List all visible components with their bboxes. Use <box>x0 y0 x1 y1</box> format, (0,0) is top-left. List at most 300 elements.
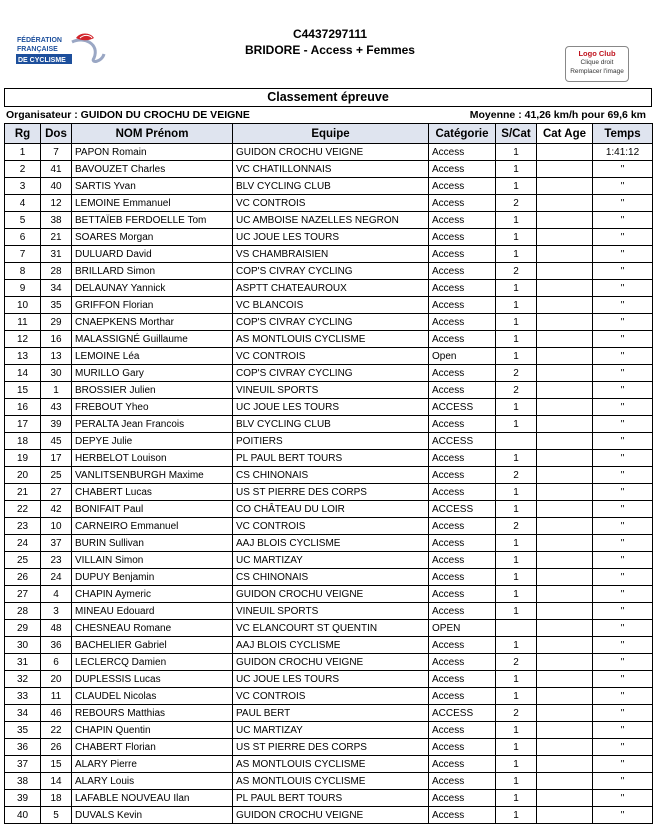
cell-rank: 26 <box>5 569 41 586</box>
table-row <box>5 263 653 280</box>
cell-team: VC CONTROIS <box>233 518 429 535</box>
cell-bib: 21 <box>41 229 72 246</box>
cell-subcategory: 1 <box>496 552 537 569</box>
cell-cat-age <box>537 229 593 246</box>
cell-team: BLV CYCLING CLUB <box>233 178 429 195</box>
cell-team: VINEUIL SPORTS <box>233 603 429 620</box>
cell-bib: 6 <box>41 654 72 671</box>
cell-bib: 40 <box>41 178 72 195</box>
cell-rider-name: CHAPIN Aymeric <box>72 586 233 603</box>
cell-category: Access <box>429 773 496 790</box>
cell-time: 1:41:12 <box>593 144 653 161</box>
cell-team: COP'S CIVRAY CYCLING <box>233 263 429 280</box>
cell-time: " <box>593 518 653 535</box>
cell-category: Access <box>429 161 496 178</box>
cell-category: Access <box>429 603 496 620</box>
cell-bib: 14 <box>41 773 72 790</box>
cell-rider-name: BONIFAIT Paul <box>72 501 233 518</box>
cell-bib: 25 <box>41 467 72 484</box>
cell-time: " <box>593 586 653 603</box>
organizer-line <box>6 108 646 122</box>
cell-bib: 22 <box>41 722 72 739</box>
cell-category: Access <box>429 569 496 586</box>
cell-rider-name: HERBELOT Louison <box>72 450 233 467</box>
table-row <box>5 416 653 433</box>
cell-subcategory: 1 <box>496 178 537 195</box>
cell-rank: 18 <box>5 433 41 450</box>
cell-time: " <box>593 399 653 416</box>
cell-rank: 29 <box>5 620 41 637</box>
table-row <box>5 688 653 705</box>
cell-category: Access <box>429 756 496 773</box>
cell-rank: 11 <box>5 314 41 331</box>
table-row <box>5 246 653 263</box>
cell-category: Access <box>429 807 496 824</box>
cell-rank: 38 <box>5 773 41 790</box>
cell-rider-name: LEMOINE Emmanuel <box>72 195 233 212</box>
cell-rider-name: BURIN Sullivan <box>72 535 233 552</box>
table-row <box>5 756 653 773</box>
cell-category: Access <box>429 654 496 671</box>
cell-bib: 36 <box>41 637 72 654</box>
cell-cat-age <box>537 161 593 178</box>
cell-category: Access <box>429 450 496 467</box>
cell-subcategory <box>496 433 537 450</box>
cell-subcategory: 1 <box>496 807 537 824</box>
cell-subcategory: 2 <box>496 263 537 280</box>
cell-subcategory: 1 <box>496 297 537 314</box>
club-logo-title: Logo Club <box>578 49 616 58</box>
cell-rank: 4 <box>5 195 41 212</box>
cell-time: " <box>593 807 653 824</box>
cell-team: US ST PIERRE DES CORPS <box>233 739 429 756</box>
cell-time: " <box>593 739 653 756</box>
cell-bib: 15 <box>41 756 72 773</box>
cell-rider-name: CHESNEAU Romane <box>72 620 233 637</box>
cell-subcategory: 2 <box>496 195 537 212</box>
table-row <box>5 280 653 297</box>
cell-rank: 6 <box>5 229 41 246</box>
cell-rider-name: SOARES Morgan <box>72 229 233 246</box>
cell-team: AS MONTLOUIS CYCLISME <box>233 331 429 348</box>
cell-category: Access <box>429 263 496 280</box>
club-logo-placeholder[interactable] <box>565 46 629 82</box>
cell-bib: 43 <box>41 399 72 416</box>
cell-category: Open <box>429 348 496 365</box>
cell-category: OPEN <box>429 620 496 637</box>
cell-subcategory <box>496 620 537 637</box>
cell-team: GUIDON CROCHU VEIGNE <box>233 654 429 671</box>
cell-cat-age <box>537 416 593 433</box>
cell-category: Access <box>429 467 496 484</box>
table-header-row <box>5 124 653 144</box>
cell-bib: 1 <box>41 382 72 399</box>
cell-subcategory: 2 <box>496 654 537 671</box>
table-row <box>5 603 653 620</box>
cell-cat-age <box>537 314 593 331</box>
cell-bib: 38 <box>41 212 72 229</box>
table-row <box>5 348 653 365</box>
cell-time: " <box>593 552 653 569</box>
cell-rank: 34 <box>5 705 41 722</box>
cell-subcategory: 1 <box>496 450 537 467</box>
cell-rank: 10 <box>5 297 41 314</box>
cell-rider-name: BETTAÏEB FERDOELLE Tom <box>72 212 233 229</box>
cell-team: VC CHATILLONNAIS <box>233 161 429 178</box>
cell-rank: 20 <box>5 467 41 484</box>
col-header-category: Catégorie <box>429 124 496 144</box>
cell-rank: 32 <box>5 671 41 688</box>
col-header-dos: Dos <box>41 124 72 144</box>
table-row <box>5 144 653 161</box>
cell-subcategory: 1 <box>496 637 537 654</box>
cell-rank: 2 <box>5 161 41 178</box>
cell-rank: 21 <box>5 484 41 501</box>
cell-subcategory: 1 <box>496 688 537 705</box>
cell-rank: 1 <box>5 144 41 161</box>
cell-category: ACCESS <box>429 501 496 518</box>
cell-subcategory: 1 <box>496 484 537 501</box>
table-row <box>5 569 653 586</box>
cell-team: UC MARTIZAY <box>233 722 429 739</box>
cell-rider-name: DELAUNAY Yannick <box>72 280 233 297</box>
results-table <box>4 123 653 824</box>
cell-rider-name: VANLITSENBURGH Maxime <box>72 467 233 484</box>
cell-time: " <box>593 637 653 654</box>
cell-category: Access <box>429 331 496 348</box>
cell-rider-name: BAVOUZET Charles <box>72 161 233 178</box>
cell-category: Access <box>429 229 496 246</box>
cell-team: UC AMBOISE NAZELLES NEGRON <box>233 212 429 229</box>
cell-category: ACCESS <box>429 705 496 722</box>
col-header-team: Equipe <box>233 124 429 144</box>
cell-subcategory: 1 <box>496 416 537 433</box>
cell-category: Access <box>429 552 496 569</box>
ffc-logo-icon <box>14 28 106 70</box>
ffc-line-1: FÉDÉRATION <box>17 37 62 44</box>
cell-subcategory: 1 <box>496 229 537 246</box>
cell-team: AS MONTLOUIS CYCLISME <box>233 773 429 790</box>
table-row <box>5 297 653 314</box>
cell-rider-name: MINEAU Edouard <box>72 603 233 620</box>
cell-rider-name: MURILLO Gary <box>72 365 233 382</box>
cell-cat-age <box>537 348 593 365</box>
cell-rank: 5 <box>5 212 41 229</box>
cell-rider-name: DEPYE Julie <box>72 433 233 450</box>
cell-cat-age <box>537 212 593 229</box>
cell-bib: 48 <box>41 620 72 637</box>
table-row <box>5 433 653 450</box>
cell-rank: 15 <box>5 382 41 399</box>
cell-rider-name: PAPON Romain <box>72 144 233 161</box>
cell-cat-age <box>537 399 593 416</box>
cell-cat-age <box>537 467 593 484</box>
cell-bib: 20 <box>41 671 72 688</box>
cell-rank: 31 <box>5 654 41 671</box>
cell-category: Access <box>429 671 496 688</box>
cell-team: CS CHINONAIS <box>233 569 429 586</box>
table-row <box>5 722 653 739</box>
cell-time: " <box>593 195 653 212</box>
cell-rider-name: CHABERT Lucas <box>72 484 233 501</box>
cell-time: " <box>593 212 653 229</box>
cell-rider-name: CLAUDEL Nicolas <box>72 688 233 705</box>
cell-cat-age <box>537 246 593 263</box>
cell-cat-age <box>537 365 593 382</box>
table-row <box>5 620 653 637</box>
cell-rider-name: ALARY Pierre <box>72 756 233 773</box>
cell-rank: 17 <box>5 416 41 433</box>
cell-bib: 41 <box>41 161 72 178</box>
cell-time: " <box>593 229 653 246</box>
cell-subcategory: 2 <box>496 382 537 399</box>
cell-rider-name: CNAEPKENS Morthar <box>72 314 233 331</box>
cell-bib: 31 <box>41 246 72 263</box>
cell-bib: 7 <box>41 144 72 161</box>
cell-cat-age <box>537 722 593 739</box>
cell-cat-age <box>537 331 593 348</box>
cell-subcategory: 1 <box>496 569 537 586</box>
table-row <box>5 399 653 416</box>
table-row <box>5 178 653 195</box>
cell-team: GUIDON CROCHU VEIGNE <box>233 807 429 824</box>
cell-cat-age <box>537 297 593 314</box>
cell-rank: 9 <box>5 280 41 297</box>
cell-cat-age <box>537 433 593 450</box>
cell-category: Access <box>429 790 496 807</box>
cell-time: " <box>593 501 653 518</box>
cell-bib: 13 <box>41 348 72 365</box>
cell-cat-age <box>537 382 593 399</box>
cell-time: " <box>593 671 653 688</box>
cell-cat-age <box>537 620 593 637</box>
cell-team: AAJ BLOIS CYCLISME <box>233 637 429 654</box>
cell-team: GUIDON CROCHU VEIGNE <box>233 144 429 161</box>
cell-rider-name: MALASSIGNÉ Guillaume <box>72 331 233 348</box>
cell-rank: 8 <box>5 263 41 280</box>
cell-rider-name: FREBOUT Yheo <box>72 399 233 416</box>
table-row <box>5 773 653 790</box>
cell-team: VC CONTROIS <box>233 195 429 212</box>
cell-cat-age <box>537 773 593 790</box>
cell-bib: 29 <box>41 314 72 331</box>
cell-rank: 13 <box>5 348 41 365</box>
cell-team: VC CONTROIS <box>233 688 429 705</box>
cell-subcategory: 1 <box>496 535 537 552</box>
cell-subcategory: 1 <box>496 756 537 773</box>
cell-rider-name: DUVALS Kevin <box>72 807 233 824</box>
cell-team: POITIERS <box>233 433 429 450</box>
cell-team: UC JOUE LES TOURS <box>233 671 429 688</box>
cell-team: PL PAUL BERT TOURS <box>233 790 429 807</box>
cell-bib: 34 <box>41 280 72 297</box>
cell-cat-age <box>537 518 593 535</box>
cell-team: PAUL BERT <box>233 705 429 722</box>
cell-category: Access <box>429 518 496 535</box>
table-row <box>5 535 653 552</box>
cell-cat-age <box>537 144 593 161</box>
cell-rider-name: LECLERCQ Damien <box>72 654 233 671</box>
cell-subcategory: 1 <box>496 790 537 807</box>
cell-subcategory: 1 <box>496 399 537 416</box>
cell-team: CS CHINONAIS <box>233 467 429 484</box>
cell-category: Access <box>429 739 496 756</box>
cell-bib: 35 <box>41 297 72 314</box>
cell-subcategory: 2 <box>496 518 537 535</box>
cell-rank: 24 <box>5 535 41 552</box>
cell-subcategory: 1 <box>496 314 537 331</box>
cell-category: Access <box>429 280 496 297</box>
cell-team: PL PAUL BERT TOURS <box>233 450 429 467</box>
cell-team: BLV CYCLING CLUB <box>233 416 429 433</box>
cell-team: CO CHÂTEAU DU LOIR <box>233 501 429 518</box>
cell-rank: 3 <box>5 178 41 195</box>
cell-time: " <box>593 756 653 773</box>
cell-rank: 37 <box>5 756 41 773</box>
cell-rider-name: DUPLESSIS Lucas <box>72 671 233 688</box>
cell-time: " <box>593 467 653 484</box>
cell-time: " <box>593 178 653 195</box>
cell-category: Access <box>429 212 496 229</box>
cell-time: " <box>593 246 653 263</box>
cell-cat-age <box>537 654 593 671</box>
cell-time: " <box>593 773 653 790</box>
cell-cat-age <box>537 603 593 620</box>
cell-time: " <box>593 569 653 586</box>
cell-category: Access <box>429 688 496 705</box>
cell-rider-name: BROSSIER Julien <box>72 382 233 399</box>
col-header-subcat: S/Cat <box>496 124 537 144</box>
cell-rider-name: SARTIS Yvan <box>72 178 233 195</box>
cell-category: Access <box>429 365 496 382</box>
table-row <box>5 212 653 229</box>
col-header-cat-age: Cat Age <box>537 124 593 144</box>
cell-rider-name: LEMOINE Léa <box>72 348 233 365</box>
table-row <box>5 382 653 399</box>
table-row <box>5 195 653 212</box>
cell-category: Access <box>429 484 496 501</box>
cell-subcategory: 1 <box>496 671 537 688</box>
cell-team: AAJ BLOIS CYCLISME <box>233 535 429 552</box>
cell-rider-name: GRIFFON Florian <box>72 297 233 314</box>
table-row <box>5 654 653 671</box>
cell-rider-name: CARNEIRO Emmanuel <box>72 518 233 535</box>
race-code: C4437297111 <box>292 27 368 41</box>
cell-time: " <box>593 263 653 280</box>
cell-cat-age <box>537 756 593 773</box>
results-body <box>5 144 653 824</box>
cell-category: Access <box>429 535 496 552</box>
col-header-rg: Rg <box>5 124 41 144</box>
cell-rank: 39 <box>5 790 41 807</box>
race-name: BRIDORE - Access + Femmes <box>245 43 415 57</box>
cell-category: Access <box>429 314 496 331</box>
cell-rank: 22 <box>5 501 41 518</box>
table-row <box>5 807 653 824</box>
cell-time: " <box>593 722 653 739</box>
cell-category: Access <box>429 722 496 739</box>
cell-cat-age <box>537 195 593 212</box>
table-row <box>5 365 653 382</box>
cell-cat-age <box>537 671 593 688</box>
cell-time: " <box>593 705 653 722</box>
cell-subcategory: 1 <box>496 161 537 178</box>
cell-time: " <box>593 297 653 314</box>
cell-team: AS MONTLOUIS CYCLISME <box>233 756 429 773</box>
cell-bib: 18 <box>41 790 72 807</box>
cell-category: Access <box>429 416 496 433</box>
cell-cat-age <box>537 807 593 824</box>
cell-bib: 16 <box>41 331 72 348</box>
cell-category: ACCESS <box>429 399 496 416</box>
cell-subcategory: 1 <box>496 722 537 739</box>
table-row <box>5 484 653 501</box>
cell-category: Access <box>429 144 496 161</box>
cell-team: VINEUIL SPORTS <box>233 382 429 399</box>
cell-time: " <box>593 688 653 705</box>
club-logo-line-1: Clique droit <box>580 59 614 66</box>
cell-rank: 19 <box>5 450 41 467</box>
cell-rider-name: CHABERT Florian <box>72 739 233 756</box>
cell-category: Access <box>429 178 496 195</box>
cell-bib: 12 <box>41 195 72 212</box>
cell-rider-name: DULUARD David <box>72 246 233 263</box>
cell-bib: 42 <box>41 501 72 518</box>
cell-subcategory: 1 <box>496 586 537 603</box>
cell-category: Access <box>429 195 496 212</box>
table-row <box>5 790 653 807</box>
ffc-line-3: DE CYCLISME <box>18 57 66 64</box>
table-row <box>5 331 653 348</box>
cell-time: " <box>593 433 653 450</box>
table-row <box>5 229 653 246</box>
cell-cat-age <box>537 535 593 552</box>
cell-time: " <box>593 280 653 297</box>
cell-cat-age <box>537 450 593 467</box>
cell-time: " <box>593 331 653 348</box>
cell-bib: 4 <box>41 586 72 603</box>
cell-subcategory: 2 <box>496 705 537 722</box>
cell-rank: 12 <box>5 331 41 348</box>
cell-cat-age <box>537 263 593 280</box>
cell-cat-age <box>537 637 593 654</box>
cell-rider-name: BACHELIER Gabriel <box>72 637 233 654</box>
cell-team: ASPTT CHATEAUROUX <box>233 280 429 297</box>
table-row <box>5 739 653 756</box>
table-row <box>5 518 653 535</box>
cell-rank: 23 <box>5 518 41 535</box>
cell-cat-age <box>537 552 593 569</box>
cell-category: Access <box>429 586 496 603</box>
cell-category: Access <box>429 637 496 654</box>
table-row <box>5 450 653 467</box>
cell-rank: 7 <box>5 246 41 263</box>
cell-rank: 33 <box>5 688 41 705</box>
table-row <box>5 552 653 569</box>
cell-rider-name: VILLAIN Simon <box>72 552 233 569</box>
cell-rider-name: REBOURS Matthias <box>72 705 233 722</box>
cell-bib: 39 <box>41 416 72 433</box>
cell-category: Access <box>429 297 496 314</box>
cell-cat-age <box>537 739 593 756</box>
cell-rank: 16 <box>5 399 41 416</box>
cell-rank: 14 <box>5 365 41 382</box>
race-header <box>200 26 460 58</box>
cell-cat-age <box>537 790 593 807</box>
cell-bib: 23 <box>41 552 72 569</box>
cell-time: " <box>593 416 653 433</box>
cell-bib: 27 <box>41 484 72 501</box>
